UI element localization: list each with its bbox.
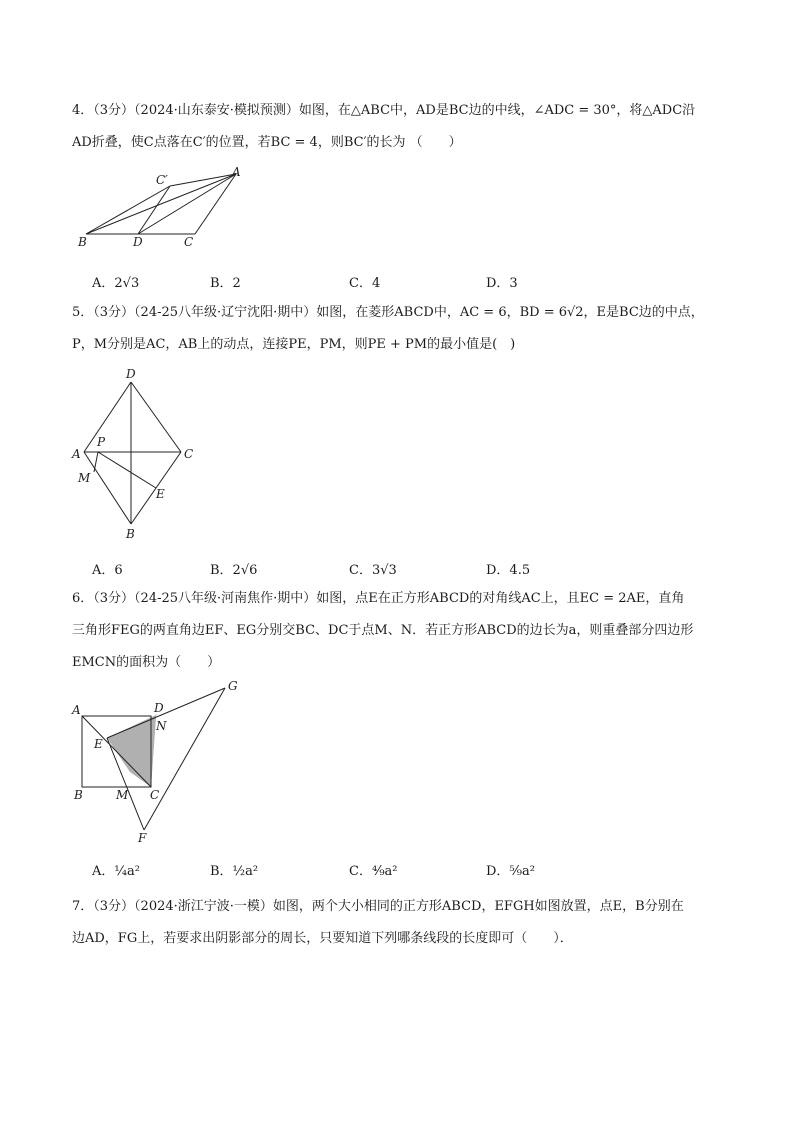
- q6-option-a[interactable]: A．¼a²: [92, 864, 140, 879]
- q4-label-D: D: [133, 235, 143, 249]
- q6-label-N: N: [156, 719, 167, 733]
- q5-label-C: C: [184, 447, 194, 461]
- q6-label-M: M: [116, 788, 129, 802]
- q5-option-d[interactable]: D．4.5: [486, 563, 531, 578]
- q5-option-a[interactable]: A．6: [92, 563, 123, 578]
- q4-text-line2: AD折叠，使C点落在C′的位置，若BC = 4，则BC′的长为 （ ）: [72, 135, 462, 150]
- q4-label-C: C: [184, 235, 194, 249]
- q5-label-D: D: [126, 367, 136, 381]
- q4-label-B: B: [78, 235, 87, 249]
- q6-label-C: C: [150, 788, 160, 802]
- q6-option-d[interactable]: D．⁵⁄₉a²: [486, 864, 535, 879]
- q5-label-A: A: [72, 447, 81, 461]
- q4-figure: [72, 166, 272, 252]
- q5-figure: [70, 366, 200, 546]
- q4-option-d[interactable]: D．3: [486, 276, 518, 291]
- q4-label-A: A: [232, 166, 241, 179]
- q4-text-line1: 4．（3分）（2024·山东泰安·模拟预测）如图，在△ABC中，AD是BC边的中线，∠ADC = 30°，将△ADC沿: [72, 103, 696, 118]
- q5-label-B: B: [126, 527, 135, 541]
- q6-label-B: B: [74, 788, 83, 802]
- q6-label-D: D: [154, 701, 164, 715]
- q6-label-G: G: [228, 679, 238, 693]
- q7-text-line2: 边AD，FG上，若要求出阴影部分的周长，只要知道下列哪条线段的长度即可（ ）．: [72, 931, 573, 946]
- q6-option-b[interactable]: B．½a²: [210, 864, 259, 879]
- q4-option-c[interactable]: C．4: [349, 276, 381, 291]
- q6-figure: [68, 678, 258, 846]
- q4-option-a[interactable]: A．2√3: [92, 276, 140, 291]
- q6-label-F: F: [138, 831, 147, 845]
- q6-text-line2: 三角形FEG的两直角边EF、EG分别交BC、DC于点M、N．若正方形ABCD的边长为a，则重叠部分四边形: [72, 623, 694, 638]
- q5-text-line1: 5．（3分）（24-25八年级·辽宁沈阳·期中）如图，在菱形ABCD中，AC = 6，BD = 6√2，E是BC边的中点，: [72, 305, 704, 320]
- q4-label-Cprime: C′: [156, 173, 168, 187]
- q5-text-line2: P，M分别是AC，AB上的动点，连接PE，PM，则PE + PM的最小值是( ): [72, 337, 516, 352]
- q6-text-line1: 6．（3分）（24-25八年级·河南焦作·期中）如图，点E在正方形ABCD的对角线AC上，且EC = 2AE，直角: [72, 591, 685, 606]
- q4-option-b[interactable]: B．2: [210, 276, 241, 291]
- q7-text-line1: 7．（3分）（2024·浙江宁波·一模）如图，两个大小相同的正方形ABCD，EFGH如图放置，点E，B分别在: [72, 899, 684, 914]
- q5-option-c[interactable]: C．3√3: [349, 563, 397, 578]
- q5-option-b[interactable]: B．2√6: [210, 563, 258, 578]
- q6-text-line3: EMCN的面积为（ ）: [72, 655, 221, 670]
- q5-label-P: P: [97, 435, 106, 449]
- q6-label-A: A: [72, 703, 81, 717]
- q6-label-E: E: [94, 737, 103, 751]
- q5-label-E: E: [156, 487, 165, 501]
- q6-option-c[interactable]: C．⁴⁄₉a²: [349, 864, 398, 879]
- q5-label-M: M: [78, 471, 91, 485]
